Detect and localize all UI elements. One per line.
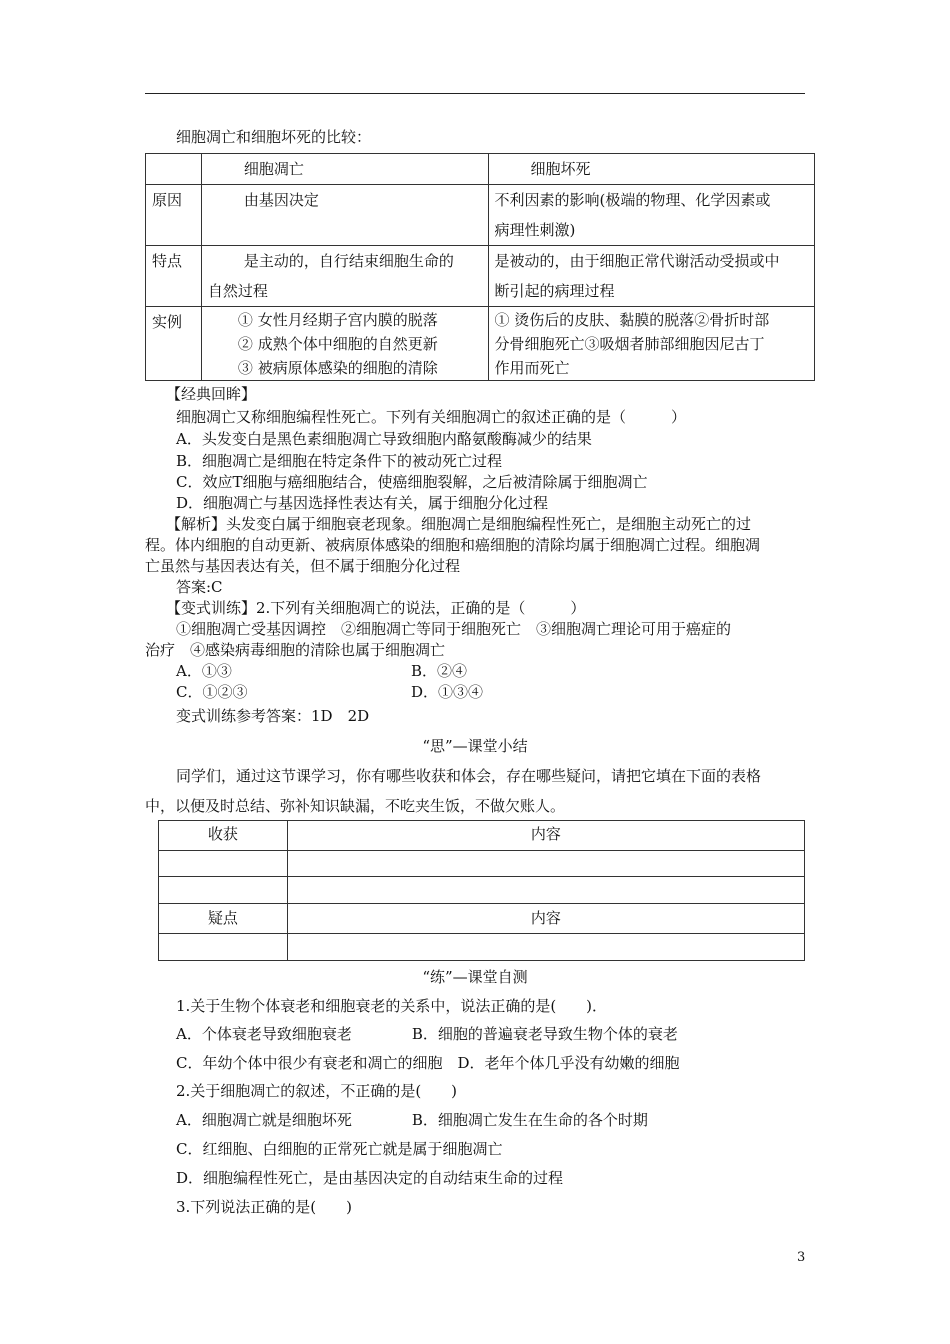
row-label: 实例: [146, 307, 202, 381]
classic-question: 细胞凋亡又称细胞编程性死亡。下列有关细胞凋亡的叙述正确的是（ ）: [176, 408, 687, 426]
apoptosis-cell: 由基因决定: [201, 185, 488, 246]
content-label: 内容: [287, 904, 804, 934]
analysis-line: 亡虽然与基因表达有关，但不属于细胞分化过程: [145, 557, 461, 575]
comparison-table: [145, 153, 815, 381]
classic-heading: 【经典回眸】: [166, 385, 257, 403]
variant-answer: 变式训练参考答案：1D 2D: [176, 707, 370, 725]
content-label: 内容: [287, 821, 804, 851]
test-line: 1.关于生物个体衰老和细胞衰老的关系中，说法正确的是( )．: [176, 997, 608, 1015]
classic-answer: 答案:C: [176, 578, 223, 596]
variant-statement: 治疗 ④感染病毒细胞的清除也属于细胞凋亡: [145, 641, 446, 659]
variant-option-d: D．①③④: [411, 683, 484, 701]
analysis-line: 【解析】头发变白属于细胞衰老现象。细胞凋亡是细胞编程性死亡，是细胞主动死亡的过: [166, 515, 752, 533]
classic-option-d: D．细胞凋亡与基因选择性表达有关，属于细胞分化过程: [176, 494, 549, 512]
apoptosis-cell: ① 女性月经期子宫内膜的脱落 ② 成熟个体中细胞的自然更新 ③ 被病原体感染的细胞的清除: [201, 307, 488, 381]
classic-option-b: B．细胞凋亡是细胞在特定条件下的被动死亡过程: [176, 452, 503, 470]
test-line: 2.关于细胞凋亡的叙述，不正确的是( ): [176, 1082, 458, 1100]
apoptosis-cell: 是主动的，自行结束细胞生命的 自然过程: [201, 246, 488, 307]
analysis-line: 程。体内细胞的自动更新、被病原体感染的细胞和癌细胞的清除均属于细胞凋亡过程。细胞凋: [145, 536, 761, 554]
variant-option-a: A．①③: [176, 662, 232, 680]
summary-table: [158, 820, 805, 961]
necrosis-cell: ① 烫伤后的皮肤、黏膜的脱落②骨折时部 分骨细胞死亡③吸烟者肺部细胞因尼古丁 作用而死亡: [488, 307, 815, 381]
necrosis-cell: 不利因素的影响(极端的物理、化学因素或 病理性刺激): [488, 185, 815, 246]
summary-intro: 同学们，通过这节课学习，你有哪些收获和体会，存在哪些疑问，请把它填在下面的表格: [176, 767, 762, 785]
variant-option-c: C．①②③: [176, 683, 248, 701]
gain-cell[interactable]: [159, 877, 288, 904]
row-label: 原因: [146, 185, 202, 246]
gain-label: 收获: [159, 821, 288, 851]
table-header-cell: 细胞坏死: [488, 154, 815, 185]
test-line: 3.下列说法正确的是( ): [176, 1198, 353, 1216]
content-cell[interactable]: [287, 877, 804, 904]
summary-title: “思”—课堂小结: [422, 737, 528, 755]
comparison-caption: 细胞凋亡和细胞坏死的比较：: [176, 128, 372, 146]
page-number: 3: [797, 1250, 806, 1265]
classic-option-a: A．头发变白是黑色素细胞凋亡导致细胞内酪氨酸酶减少的结果: [176, 430, 592, 448]
content-cell[interactable]: [287, 851, 804, 877]
table-row: [146, 307, 815, 381]
test-line: D．细胞编程性死亡，是由基因决定的自动结束生命的过程: [176, 1169, 564, 1187]
table-header-cell: 细胞凋亡: [201, 154, 488, 185]
summary-intro: 中，以便及时总结、弥补知识缺漏，不吃夹生饭，不做欠账人。: [145, 797, 566, 815]
content-cell[interactable]: [287, 934, 804, 961]
variant-option-b: B．②④: [411, 662, 468, 680]
row-label: 特点: [146, 246, 202, 307]
table-row: [146, 246, 815, 307]
classic-option-c: C．效应T细胞与癌细胞结合，使癌细胞裂解，之后被清除属于细胞凋亡: [176, 473, 648, 491]
table-row: [146, 185, 815, 246]
test-line: C．红细胞、白细胞的正常死亡就是属于细胞凋亡: [176, 1140, 503, 1158]
test-line: A．细胞凋亡就是细胞坏死 B．细胞凋亡发生在生命的各个时期: [176, 1111, 648, 1129]
test-line: C．年幼个体中很少有衰老和凋亡的细胞 D．老年个体几乎没有幼嫩的细胞: [176, 1054, 680, 1072]
test-title: “练”—课堂自测: [422, 968, 528, 986]
variant-question: 【变式训练】2.下列有关细胞凋亡的说法，正确的是（ ）: [166, 599, 586, 617]
header-rule: [145, 93, 805, 94]
gain-cell[interactable]: [159, 851, 288, 877]
table-header-cell: [146, 154, 202, 185]
variant-statement: ①细胞凋亡受基因调控 ②细胞凋亡等同于细胞死亡 ③细胞凋亡理论可用于癌症的: [176, 620, 732, 638]
necrosis-cell: 是被动的，由于细胞正常代谢活动受损或中 断引起的病理过程: [488, 246, 815, 307]
question-cell[interactable]: [159, 934, 288, 961]
test-line: A．个体衰老导致细胞衰老 B．细胞的普遍衰老导致生物个体的衰老: [176, 1025, 678, 1043]
table-row: [146, 154, 815, 185]
question-label: 疑点: [159, 904, 288, 934]
